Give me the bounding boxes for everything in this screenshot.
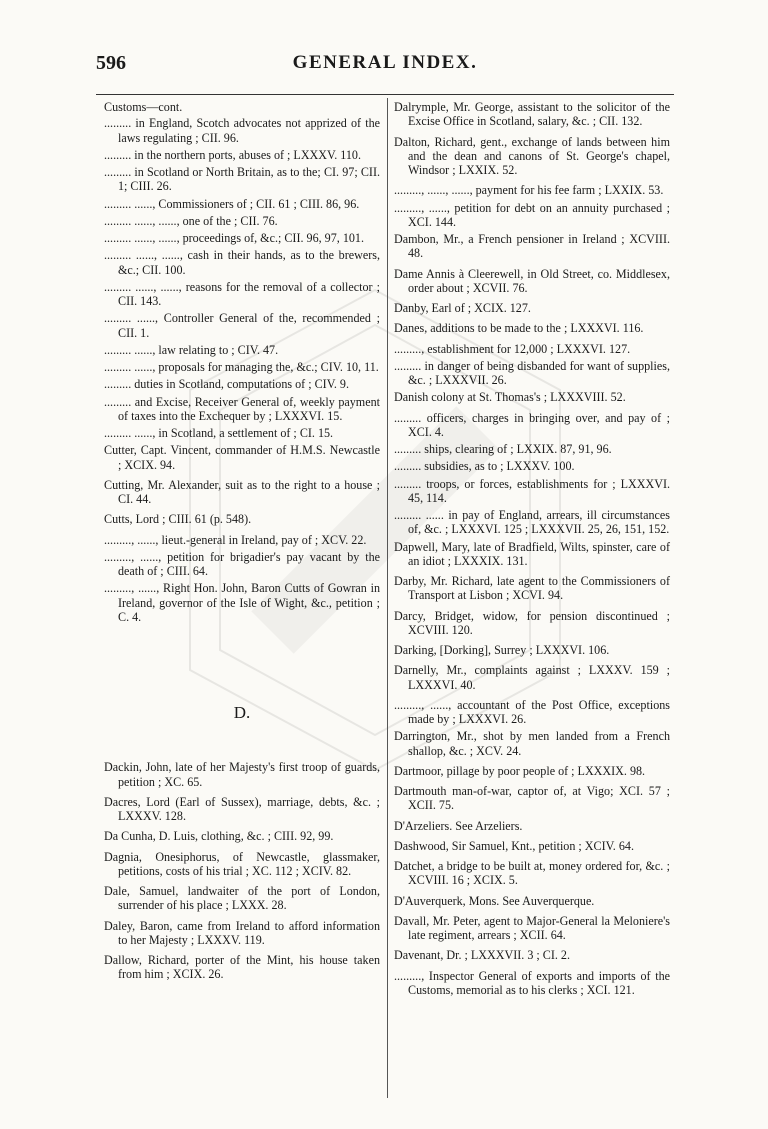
- index-entry: ......... officers, charges in bringing over, and pay of ; XCI. 4.: [394, 410, 670, 439]
- index-entry: Dalrymple, Mr. George, assistant to the solicitor of the Excise Office in Scotland, salary, &c. ; CII. 132.: [394, 100, 670, 129]
- index-entry: ......... ......, ......, one of the ; CII. 76.: [104, 213, 278, 228]
- index-entry: Dartmoor, pillage by poor people of ; LXXXIX. 98.: [394, 763, 646, 778]
- index-entry: Cutting, Mr. Alexander, suit as to the right to a house ; CI. 44.: [104, 477, 380, 506]
- index-entry: Dagnia, Onesiphorus, of Newcastle, glassmaker, petitions, costs of his trial ; XC. 112 ; XCIV. 82.: [104, 849, 380, 878]
- index-entry: Darrington, Mr., shot by men landed from a French shallop, &c. ; XCV. 24.: [394, 729, 670, 758]
- index-entry: Darcy, Bridget, widow, for pension discontinued ; XCVIII. 120.: [394, 608, 670, 637]
- index-entry: ........., establishment for 12,000 ; LXXXVI. 127.: [394, 341, 631, 356]
- index-entry: Daley, Baron, came from Ireland to afford information to her Majesty ; LXXXV. 119.: [104, 918, 380, 947]
- index-entry: ........., ......, accountant of the Post Office, exceptions made by ; LXXXVI. 26.: [394, 697, 670, 726]
- index-entry: Davenant, Dr. ; LXXXVII. 3 ; CI. 2.: [394, 948, 570, 963]
- index-entry: D'Arzeliers. See Arzeliers.: [394, 818, 523, 833]
- index-entry: ......... ......, proposals for managing the, &c.; CIV. 10, 11.: [104, 360, 379, 374]
- index-entry: Danby, Earl of ; XCIX. 127.: [394, 301, 531, 315]
- index-entry: Customs—cont.: [104, 100, 183, 114]
- index-entry: ......... in danger of being disbanded for want of supplies, &c. ; LXXXVII. 26.: [394, 358, 670, 387]
- right-entries: [394, 100, 670, 997]
- index-entry: ......... in Scotland or North Britain, as to the; CI. 97; CII. 1; CIII. 26.: [104, 165, 380, 194]
- index-entry: Dame Annis à Cleerewell, in Old Street, co. Middlesex, order about ; XCVII. 76.: [394, 266, 670, 295]
- index-entry: ......... duties in Scotland, computations of ; CIV. 9.: [104, 377, 349, 392]
- left-column: [104, 100, 380, 988]
- header-rule: [96, 94, 674, 95]
- index-entry: Dambon, Mr., a French pensioner in Ireland ; XCVIII. 48.: [394, 232, 670, 261]
- index-entry: ........., ......, petition for brigadier's pay vacant by the death of ; CIII. 64.: [104, 549, 380, 578]
- index-entry: ......... ships, clearing of ; LXXIX. 87, 91, 96.: [394, 442, 612, 456]
- index-entry: ......... ......, in Scotland, a settlement of ; CI. 15.: [104, 426, 334, 440]
- index-entry: ........., Inspector General of exports and imports of the Customs, memorial as to his clerks ; XCI. 121.: [394, 968, 670, 997]
- column-divider: [387, 98, 388, 1098]
- index-entry: Dacres, Lord (Earl of Sussex), marriage, debts, &c. ; LXXXV. 128.: [104, 794, 380, 823]
- index-entry: Dale, Samuel, landwaiter of the port of London, surrender of his place ; LXXX. 28.: [104, 884, 380, 913]
- index-entry: Cutts, Lord ; CIII. 61 (p. 548).: [104, 512, 252, 527]
- page-header: [96, 52, 674, 82]
- index-entry: ......... troops, or forces, establishments for ; LXXXVI. 45, 114.: [394, 476, 670, 505]
- index-entry: Dalton, Richard, gent., exchange of lands between him and the dean and canons of St. George's chapel, Windsor ; LXXIX. 52.: [394, 134, 670, 177]
- index-entry: ......... ......, Commissioners of ; CII. 61 ; CIII. 86, 96.: [104, 196, 360, 211]
- index-entry: Dartmouth man-of-war, captor of, at Vigo; XCI. 57 ; XCII. 75.: [394, 784, 670, 813]
- index-entry: ........., ......, ......, payment for his fee farm ; LXXIX. 53.: [394, 183, 664, 198]
- page-number: 596: [96, 52, 126, 74]
- index-entry: Datchet, a bridge to be built at, money ordered for, &c. ; XCVIII. 16 ; XCIX. 5.: [394, 859, 670, 888]
- index-entry: ......... and Excise, Receiver General of, weekly payment of taxes into the Exchequer by ; LXXXVI. 15.: [104, 394, 380, 423]
- index-entry: ........., ......, Right Hon. John, Baron Cutts of Gowran in Ireland, governor of the Isle of Wight, &c., petition ; C. 4.: [104, 581, 380, 624]
- index-entry: ........., ......, petition for debt on an annuity purchased ; XCI. 144.: [394, 200, 670, 229]
- left-entries: [104, 100, 380, 624]
- index-entry: ......... ......, Controller General of the, recommended ; CII. 1.: [104, 311, 380, 340]
- index-entry: Dackin, John, late of her Majesty's first troop of guards, petition ; XC. 65.: [104, 760, 380, 789]
- index-entry: ......... in England, Scotch advocates not apprized of the laws regulating ; CII. 96.: [104, 116, 380, 145]
- index-entry: Da Cunha, D. Luis, clothing, &c. ; CIII. 92, 99.: [104, 829, 334, 844]
- index-entry: ......... subsidies, as to ; LXXXV. 100.: [394, 459, 575, 474]
- index-entry: D'Auverquerk, Mons. See Auverquerque.: [394, 893, 595, 908]
- index-entry: ......... ......, ......, cash in their hands, as to the brewers, &c.; CII. 100.: [104, 248, 380, 277]
- index-entry: Darking, [Dorking], Surrey ; LXXXVI. 106.: [394, 643, 610, 657]
- section-letter: D.: [233, 703, 251, 722]
- index-entry: Dapwell, Mary, late of Bradfield, Wilts, spinster, care of an idiot ; LXXXIX. 131.: [394, 539, 670, 568]
- index-entry: ......... ...... in pay of England, arrears, ill circumstances of, &c. ; LXXXVI. 125 ; LXXXVII. 25, 26, 151, 152.: [394, 508, 670, 537]
- right-column: [394, 100, 670, 1000]
- index-entry: Darby, Mr. Richard, late agent to the Commissioners of Transport at Lisbon ; XCVI. 94.: [394, 574, 670, 603]
- index-entry: Davall, Mr. Peter, agent to Major-General la Meloniere's late regiment, arrears ; XCII. 64.: [394, 913, 670, 942]
- index-entry: Danes, additions to be made to the ; LXXXVI. 116.: [394, 321, 644, 336]
- index-entry: Darnelly, Mr., complaints against ; LXXXV. 159 ; LXXXVI. 40.: [394, 663, 670, 692]
- index-entry: ......... ......, law relating to ; CIV. 47.: [104, 342, 279, 357]
- index-entry: Cutter, Capt. Vincent, commander of H.M.S. Newcastle ; XCIX. 94.: [104, 443, 380, 472]
- index-entry: ......... in the northern ports, abuses of ; LXXXV. 110.: [104, 147, 361, 162]
- index-entry: ......... ......, ......, reasons for the removal of a collector ; CII. 143.: [104, 279, 380, 308]
- index-entry: Danish colony at St. Thomas's ; LXXXVIII. 52.: [394, 390, 626, 405]
- index-entry: Dashwood, Sir Samuel, Knt., petition ; XCIV. 64.: [394, 838, 634, 853]
- index-entry: ......... ......, ......, proceedings of, &c.; CII. 96, 97, 101.: [104, 231, 364, 245]
- page-title: GENERAL INDEX.: [292, 52, 478, 73]
- index-entry: Dallow, Richard, porter of the Mint, his house taken from him ; XCIX. 26.: [104, 953, 380, 982]
- index-entry: ........., ......, lieut.-general in Ireland, pay of ; XCV. 22.: [104, 532, 367, 547]
- left-entries-d: [104, 760, 380, 981]
